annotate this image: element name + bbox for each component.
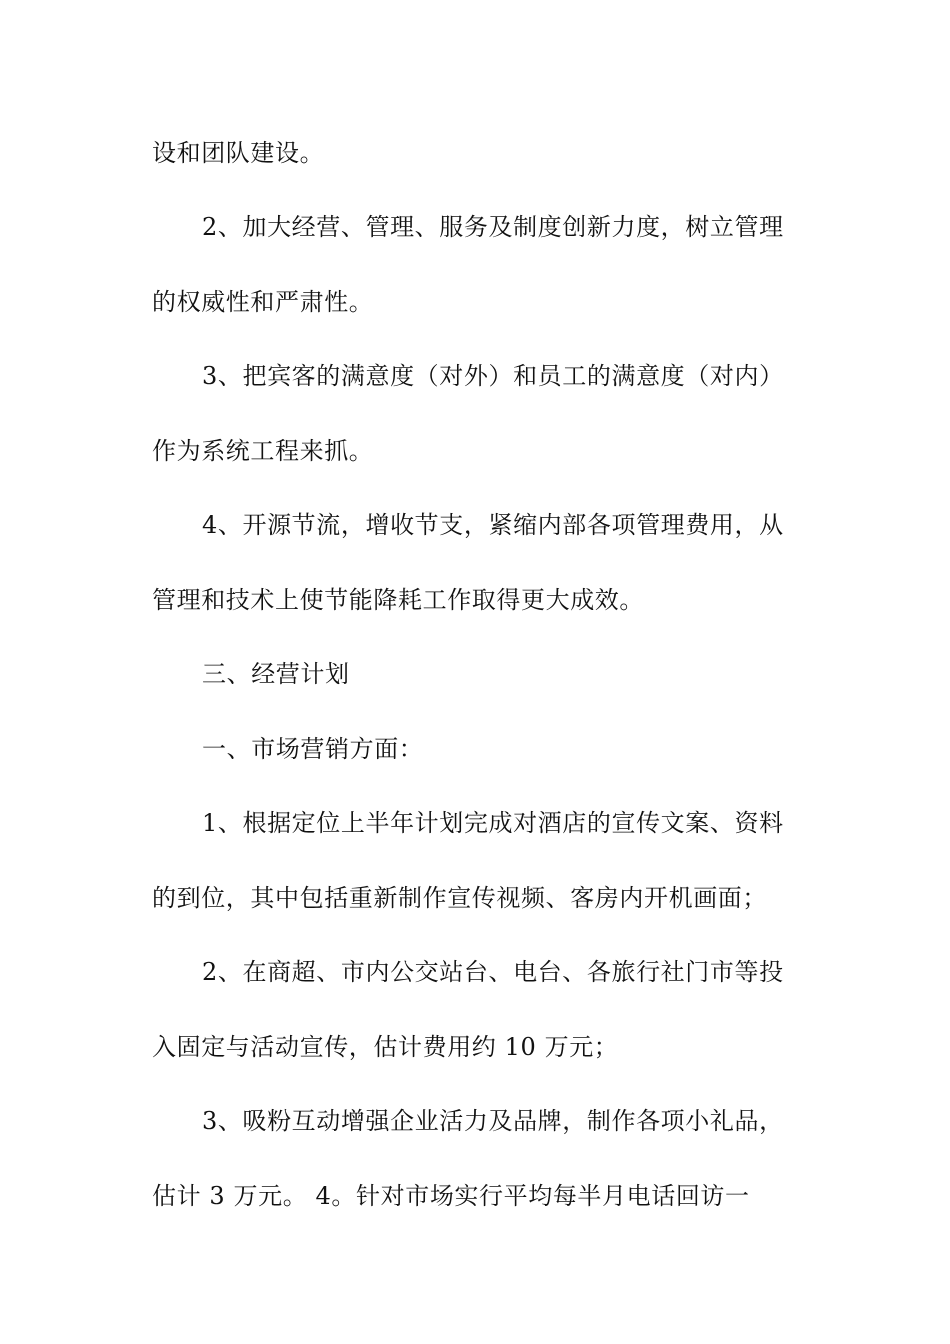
text-line-6: 4、开源节流，增收节支，紧缩内部各项管理费用，从: [202, 511, 784, 539]
text-line-13: 入固定与活动宣传，估计费用约 10 万元；: [152, 1033, 619, 1061]
text-line-15: 估计 3 万元。 4。针对市场实行平均每半月电话回访一: [152, 1182, 750, 1210]
subsection-heading: 一、市场营销方面：: [202, 735, 424, 763]
text-line-7: 管理和技术上使节能降耗工作取得更大成效。: [152, 586, 644, 614]
section-heading: 三、经营计划: [202, 660, 350, 688]
text-line-12: 2、在商超、市内公交站台、电台、各旅行社门市等投: [202, 958, 784, 986]
text-line-11: 的到位，其中包括重新制作宣传视频、客房内开机画面；: [152, 884, 767, 912]
text-line-4: 3、把宾客的满意度（对外）和员工的满意度（对内）: [202, 362, 784, 390]
text-line-2: 2、加大经营、管理、服务及制度创新力度，树立管理: [202, 213, 784, 241]
text-line-3: 的权威性和严肃性。: [152, 288, 374, 316]
text-line-1: 设和团队建设。: [152, 139, 325, 167]
text-line-14: 3、吸粉互动增强企业活力及品牌，制作各项小礼品，: [202, 1107, 784, 1135]
text-line-5: 作为系统工程来抓。: [152, 437, 374, 465]
text-line-10: 1、根据定位上半年计划完成对酒店的宣传文案、资料: [202, 809, 784, 837]
